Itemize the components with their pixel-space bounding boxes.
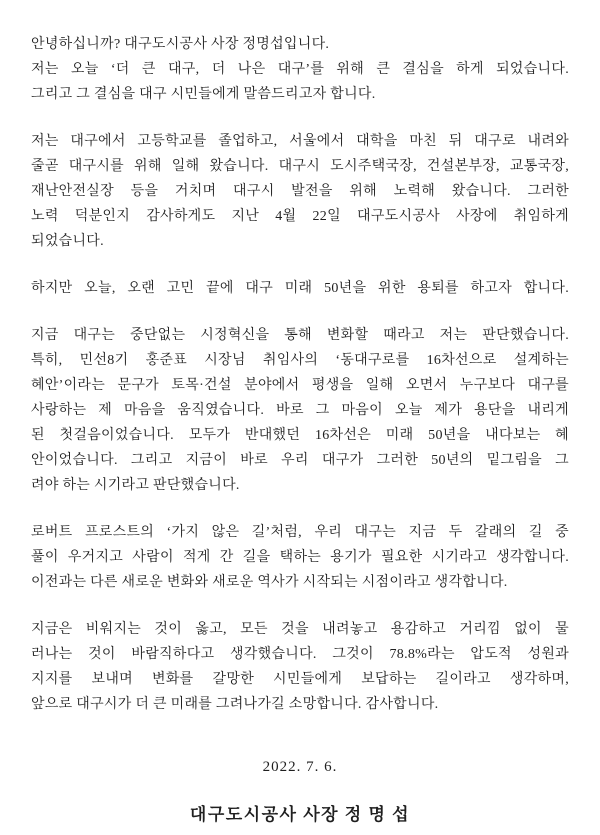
paragraph	[31, 617, 569, 717]
letter-body	[31, 32, 569, 717]
text-line: 재난안전실장 등을 거치며 대구시 발전을 위해 노력해 왔습니다. 그러한	[31, 184, 569, 199]
text-line: 려야 하는 시기라고 판단했습니다.	[31, 478, 240, 493]
text-line: 지지를 보내며 변화를 갈망한 시민들에게 보답하는 길이라고 생각하며,	[31, 672, 569, 687]
text-line: 지금은 비워지는 것이 옳고, 모든 것을 내려놓고 용감하고 거리낌 없이 물	[31, 622, 569, 637]
text-line: 저는 대구에서 고등학교를 졸업하고, 서울에서 대학을 마친 뒤 대구로 내려와	[31, 134, 569, 149]
paragraph	[31, 32, 569, 107]
text-line: 안이었습니다. 그리고 지금이 바로 우리 대구가 그러한 50년의 밑그림을 그	[31, 453, 569, 468]
letter-signature: 대구도시공사 사장 정 명 섭	[189, 805, 411, 824]
text-line: 특히, 민선8기 홍준표 시장님 취임사의 ‘동대구로를 16차선으로 설계하는	[31, 353, 569, 368]
text-line: 사랑하는 제 마음을 움직였습니다. 바로 그 마음이 오늘 제가 용단을 내리게	[31, 403, 569, 418]
text-line: 저는 오늘 ‘더 큰 대구, 더 나은 대구’를 위해 큰 결심을 하게 되었습니다.	[31, 62, 569, 77]
text-line: 혜안’이라는 문구가 토목·건설 분야에서 평생을 일해 오면서 누구보다 대구를	[31, 378, 569, 393]
letter-date: 2022. 7. 6.	[262, 759, 338, 775]
text-line: 이전과는 다른 새로운 변화와 새로운 역사가 시작되는 시점이라고 생각합니다.	[31, 575, 508, 590]
text-line: 러나는 것이 바람직하다고 생각했습니다. 그것이 78.8%라는 압도적 성원과	[31, 647, 569, 662]
text-line: 로버트 프로스트의 ‘가지 않은 길’처럼, 우리 대구는 지금 두 갈래의 길 중	[31, 525, 569, 540]
paragraph	[31, 276, 569, 301]
paragraph	[31, 520, 569, 595]
text-line: 안녕하십니까? 대구도시공사 사장 정명섭입니다.	[31, 37, 330, 52]
text-line: 풀이 우거지고 사람이 적게 간 길을 택하는 용기가 필요한 시기라고 생각합니다.	[31, 550, 569, 565]
text-line: 그리고 그 결심을 대구 시민들에게 말씀드리고자 합니다.	[31, 87, 376, 102]
text-line: 지금 대구는 중단없는 시정혁신을 통해 변화할 때라고 저는 판단했습니다.	[31, 328, 569, 343]
text-line: 앞으로 대구시가 더 큰 미래를 그려나가길 소망합니다. 감사합니다.	[31, 697, 439, 712]
text-line: 노력 덕분인지 감사하게도 지난 4월 22일 대구도시공사 사장에 취임하게	[31, 209, 569, 224]
paragraph	[31, 129, 569, 254]
text-line: 되었습니다.	[31, 234, 104, 249]
text-line: 된 첫걸음이었습니다. 모두가 반대했던 16차선은 미래 50년을 내다보는 혜	[31, 428, 569, 443]
text-line: 하지만 오늘, 오랜 고민 끝에 대구 미래 50년을 위한 용퇴를 하고자 합니다.	[31, 281, 569, 296]
text-line: 줄곧 대구시를 위해 일해 왔습니다. 대구시 도시주택국장, 건설본부장, 교통국장,	[31, 159, 569, 174]
paragraph	[31, 323, 569, 498]
